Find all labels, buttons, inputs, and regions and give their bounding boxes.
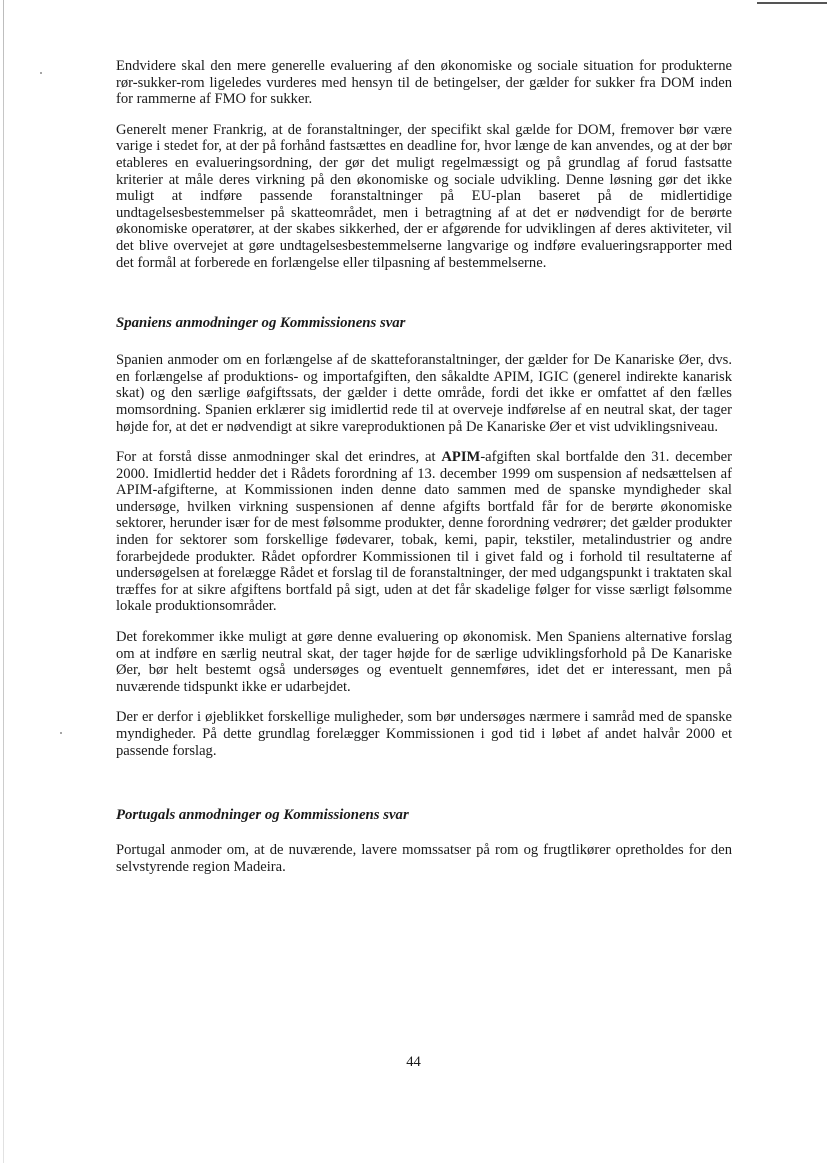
paragraph-sugar-evaluation: Endvidere skal den mere generelle evaluering af den økonomiske og sociale situation for produkterne rør-sukker-rom ligeledes vurderes med hensyn til de betingelser, der gælder for sukker fra DOM inden for rammerne af FMO for sukker.	[116, 58, 732, 108]
scan-top-edge	[757, 2, 827, 4]
document-page	[116, 58, 732, 889]
paragraph-spain-options: Der er derfor i øjeblikket forskellige muligheder, som bør undersøges nærmere i samråd med de spanske myndigheder. På dette grundlag forelægger Kommissionen i god tid i løbet af andet halvår 2000 et passende forslag.	[116, 709, 732, 759]
paragraph-portugal-request: Portugal anmoder om, at de nuværende, lavere momssatser på rom og frugtlikører opretholdes for den selvstyrende region Madeira.	[116, 842, 732, 875]
scan-left-edge	[3, 0, 4, 1163]
paragraph-france-position: Generelt mener Frankrig, at de foranstaltninger, der specifikt skal gælde for DOM, fremover bør være varige i stedet for, at der på forhånd fastsættes en deadline for, hvor længe de kan anvendes, og at der bør etableres en evalueringsordning, der gør det muligt regelmæssigt og på grundlag af forud fastsatte kriterier at måle deres virkning på den økonomiske og sociale udvikling. Denne løsning gør det ikke muligt at indføre passende foranstaltninger på EU-plan baseret på de midlertidige undtagelsesbestemmelser på skatteområdet, men i betragtning af at det er nødvendigt for de berørte økonomiske operatører, at der skabes sikkerhed, der er afgørende for udviklingen af deres aktiviteter, vil det blive overvejet at gøre undtagelsesbestemmelserne langvarige og indføre evalueringsrapporter med det formål at forberede en forlængelse eller tilpasning af bestemmelserne.	[116, 121, 732, 271]
apim-term: APIM	[441, 449, 481, 466]
section-heading-portugal: Portugals anmodninger og Kommissionens svar	[116, 807, 409, 824]
section-heading-spain: Spaniens anmodninger og Kommissionens svar	[116, 315, 406, 332]
page-number: 44	[406, 1054, 421, 1070]
apim-text-after: -afgiften skal bortfalde den 31. december 2000. Imidlertid hedder det i Rådets forordning af 13. december 1999 om suspension af nedsættelsen af APIM-afgifterne, at Kommissionen inden denne dato sammen med de spanske myndigheder skal undersøge, hvilken virkning suspensionen af denne afgifts bortfald får for de berørte økonomiske sektorer, herunder især for de mest følsomme produkter, denne forordning vedrører; det gælder produkter inden for sektorer som forskellige fødevarer, tobak, kemi, papir, tekstiler, metalindustrier og andre forarbejdede produkter. Rådet opfordrer Kommissionen til i givet fald og i forhold til resultaterne af undersøgelsen at forelægge Rådet et forslag til de foranstaltninger, der med udgangspunkt i traktaten skal træffes for at sikre afgiftens bortfald på sigt, uden at det får skadelige følger for visse særligt følsomme lokale produktionsområder.	[116, 449, 733, 615]
apim-text-before: For at forstå disse anmodninger skal det erindres, at	[116, 449, 442, 466]
paragraph-apim	[116, 449, 732, 615]
paragraph-spain-evaluation: Det forekommer ikke muligt at gøre denne evaluering op økonomisk. Men Spaniens alternative forslag om at indføre en særlig neutral skat, der tager højde for de særlige udviklingsforhold på De Kanariske Øer, bør helt bestemt også undersøges og eventuelt gennemføres, idet det er interessant, men på nuværende tidspunkt ikke er udarbejdet.	[116, 629, 732, 695]
scan-speck	[40, 72, 42, 74]
scan-speck	[60, 732, 62, 734]
paragraph-spain-request: Spanien anmoder om en forlængelse af de skatteforanstaltninger, der gælder for De Kanariske Øer, dvs. en forlængelse af produktions- og importafgiften, den såkaldte APIM, IGIC (generel indirekte kanarisk skat) og den særlige øafgiftssats, der gælder i dette område, fordi det ikke er omfattet af den fælles momsordning. Spanien erklærer sig imidlertid rede til at overveje indførelse af en neutral skat, der tager højde for, at det er nødvendigt at sikre vareproduktionen på De Kanariske Øer et vist udviklingsniveau.	[116, 352, 732, 435]
